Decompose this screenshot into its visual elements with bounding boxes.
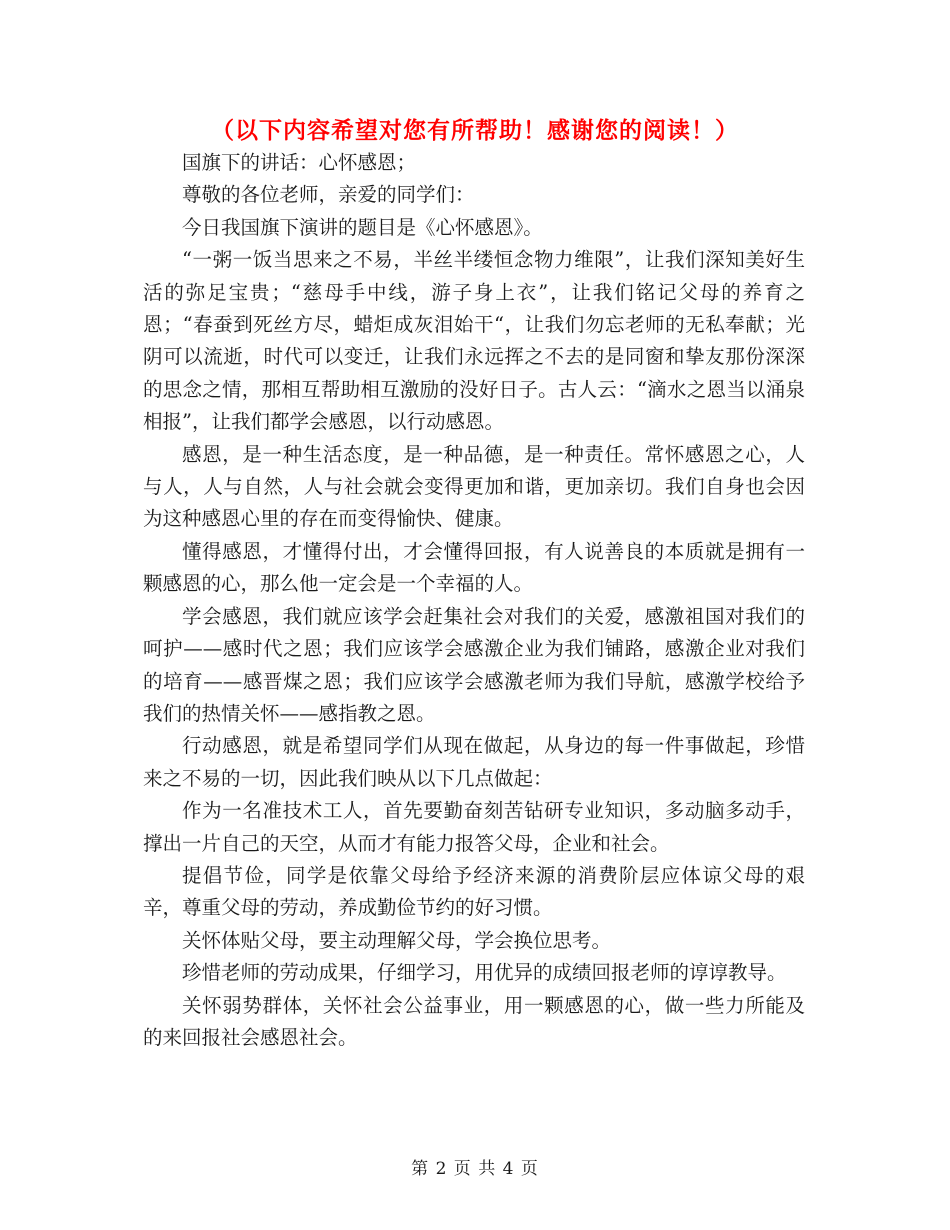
paragraph-point-parents: 关怀体贴父母，要主动理解父母，学会换位思考。 — [182, 928, 612, 952]
paragraph-quotes: “一粥一饭当思来之不易，半丝半缕恒念物力维限”，让我们深知美好生活的弥足宝贵；“慈母手中线，游子身上衣”，让我们铭记父母的养育之恩；“春蚕到死丝方尽，蜡炬成灰泪始干“，让我们勿忘老师的无私奉献；光阴可以流逝，时代可以变迁，让我们永远挥之不去的是同窗和挚友那份深深的思念之情，那相互帮助相互激励的没好日子。古人云：“滴水之恩当以涌泉相报”，让我们都学会感恩，以行动感恩。 — [143, 248, 805, 434]
paragraph-point-teachers: 珍惜老师的劳动成果，仔细学习，用优异的成绩回报老师的谆谆教导。 — [182, 961, 787, 985]
paragraph-learning: 学会感恩，我们就应该学会赶集社会对我们的关爱，感激祖国对我们的呵护——感时代之恩；我们应该学会感激企业为我们铺路，感激企业对我们的培育——感晋煤之恩；我们应该学会感激老师为我们导航，感激学校给予我们的热情关怀——感指教之恩。 — [143, 604, 805, 725]
page-number: 第 2 页 共 4 页 — [411, 1159, 539, 1179]
paragraph-action: 行动感恩，就是希望同学们从现在做起，从身边的每一件事做起，珍惜来之不易的一切，因此我们映从以下几点做起： — [143, 734, 805, 790]
paragraph-greeting: 尊敬的各位老师，亲爱的同学们： — [182, 183, 475, 207]
paragraph-point-study: 作为一名准技术工人，首先要勤奋刻苦钻研专业知识，多动脑多动手，撑出一片自己的天空，从而才有能力报答父母，企业和社会。 — [143, 799, 805, 855]
paragraph-attitude: 感恩，是一种生活态度，是一种品德，是一种责任。常怀感恩之心，人与人，人与自然，人与社会就会变得更加和谐，更加亲切。我们自身也会因为这种感恩心里的存在而变得愉快、健康。 — [143, 442, 805, 531]
paragraph-point-thrift: 提倡节俭，同学是依靠父母给予经济来源的消费阶层应体谅父母的艰辛，尊重父母的劳动，养成勤俭节约的好习惯。 — [143, 863, 805, 920]
header-notice: （以下内容希望对您有所帮助！感谢您的阅读！） — [211, 118, 739, 144]
paragraph-speech-title: 国旗下的讲话：心怀感恩； — [182, 151, 417, 174]
paragraph-point-society: 关怀弱势群体，关怀社会公益事业，用一颗感恩的心，做一些力所能及的来回报社会感恩社会。 — [143, 993, 805, 1049]
document-body — [143, 147, 805, 1054]
paragraph-understanding: 懂得感恩，才懂得付出，才会懂得回报，有人说善良的本质就是拥有一颗感恩的心，那么他一定会是一个幸福的人。 — [143, 539, 805, 596]
paragraph-topic: 今日我国旗下演讲的题目是《心怀感恩》。 — [182, 215, 543, 239]
